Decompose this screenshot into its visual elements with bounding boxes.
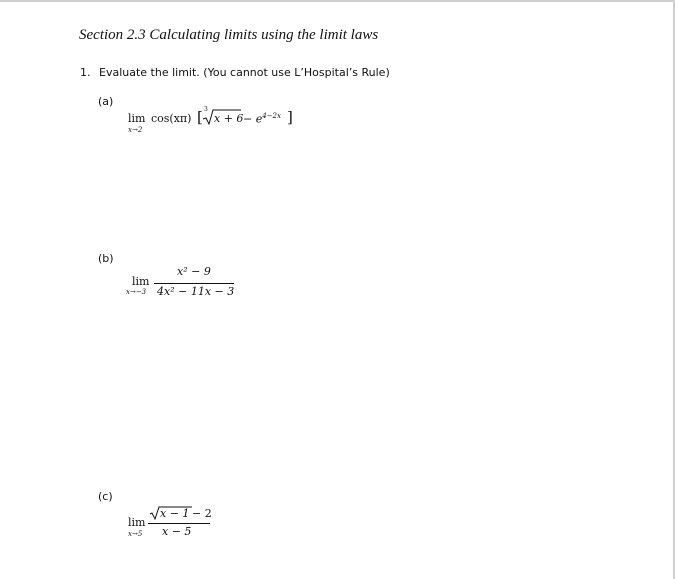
part-b-numerator: x² − 9 — [177, 265, 211, 278]
section-title: Section 2.3 Calculating limits using the limit laws — [79, 27, 379, 43]
part-c-lim: lim — [128, 516, 146, 529]
part-a-root-index: 3 — [204, 106, 208, 113]
part-b-denominator: 4x² − 11x − 3 — [157, 285, 235, 298]
part-c-radicand: x − 1 — [160, 507, 190, 520]
part-a-lim: lim — [128, 112, 146, 125]
part-a-left-bracket: [ — [197, 108, 203, 126]
part-c-denominator: x − 5 — [162, 525, 192, 538]
part-a-exp-term: − $e^{4-2x}$ — [243, 112, 281, 126]
part-a-right-bracket: ] — [287, 108, 293, 126]
part-c-numerator-rest: − 2 — [192, 507, 212, 520]
part-a-cos: cos(xπ) — [151, 112, 192, 125]
question-number: 1. — [80, 66, 91, 79]
part-b-fraction-bar — [154, 283, 234, 284]
part-b-lim: lim — [132, 275, 150, 288]
part-a-radicand: x + 6 — [214, 112, 244, 125]
part-c-fraction-bar — [148, 523, 210, 524]
part-a-label: (a) — [98, 95, 114, 108]
part-b-label: (b) — [98, 252, 114, 265]
question-text: Evaluate the limit. (You cannot use L’Hospital’s Rule) — [99, 66, 390, 79]
part-b-approach: x→−3 — [126, 288, 147, 296]
part-c-approach: x→5 — [128, 530, 143, 538]
question-1 — [80, 66, 390, 79]
part-a-approach: x→2 — [128, 126, 143, 134]
part-c-label: (c) — [98, 490, 113, 503]
